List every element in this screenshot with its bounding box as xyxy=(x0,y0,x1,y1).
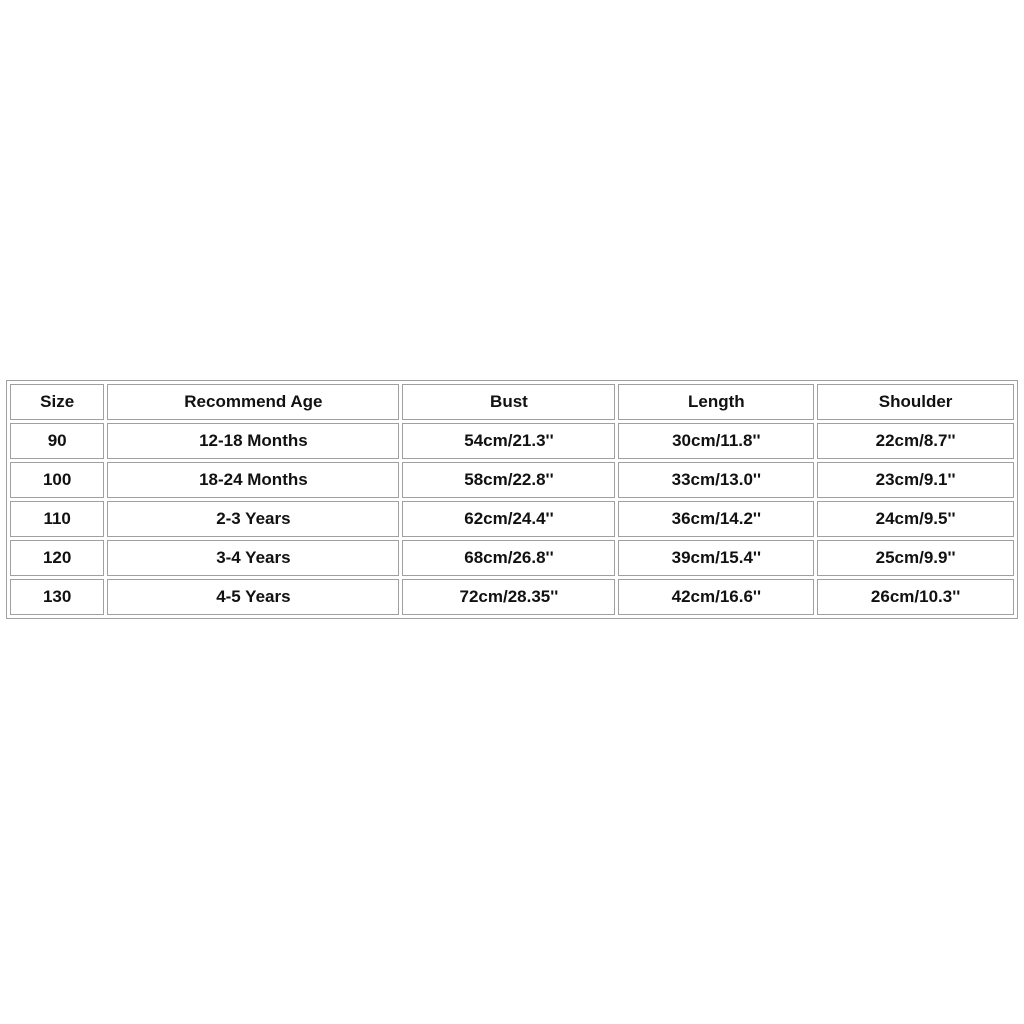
cell-shoulder: 25cm/9.9'' xyxy=(817,540,1014,576)
cell-size: 110 xyxy=(10,501,104,537)
cell-length: 30cm/11.8'' xyxy=(618,423,814,459)
cell-bust: 68cm/26.8'' xyxy=(402,540,615,576)
cell-recommend-age: 2-3 Years xyxy=(107,501,399,537)
cell-shoulder: 22cm/8.7'' xyxy=(817,423,1014,459)
cell-recommend-age: 12-18 Months xyxy=(107,423,399,459)
size-chart-table xyxy=(6,380,1018,619)
header-recommend-age: Recommend Age xyxy=(107,384,399,420)
cell-shoulder: 26cm/10.3'' xyxy=(817,579,1014,615)
cell-size: 130 xyxy=(10,579,104,615)
cell-bust: 54cm/21.3'' xyxy=(402,423,615,459)
table-row xyxy=(10,462,1014,498)
cell-length: 33cm/13.0'' xyxy=(618,462,814,498)
cell-recommend-age: 4-5 Years xyxy=(107,579,399,615)
header-bust: Bust xyxy=(402,384,615,420)
cell-size: 90 xyxy=(10,423,104,459)
cell-size: 120 xyxy=(10,540,104,576)
cell-shoulder: 24cm/9.5'' xyxy=(817,501,1014,537)
cell-size: 100 xyxy=(10,462,104,498)
table-row xyxy=(10,540,1014,576)
table-row xyxy=(10,501,1014,537)
cell-recommend-age: 18-24 Months xyxy=(107,462,399,498)
cell-shoulder: 23cm/9.1'' xyxy=(817,462,1014,498)
header-row xyxy=(10,384,1014,420)
table-row xyxy=(10,423,1014,459)
header-size: Size xyxy=(10,384,104,420)
cell-bust: 72cm/28.35'' xyxy=(402,579,615,615)
header-length: Length xyxy=(618,384,814,420)
table-row xyxy=(10,579,1014,615)
cell-length: 39cm/15.4'' xyxy=(618,540,814,576)
cell-bust: 58cm/22.8'' xyxy=(402,462,615,498)
cell-length: 42cm/16.6'' xyxy=(618,579,814,615)
cell-bust: 62cm/24.4'' xyxy=(402,501,615,537)
cell-length: 36cm/14.2'' xyxy=(618,501,814,537)
cell-recommend-age: 3-4 Years xyxy=(107,540,399,576)
header-shoulder: Shoulder xyxy=(817,384,1014,420)
